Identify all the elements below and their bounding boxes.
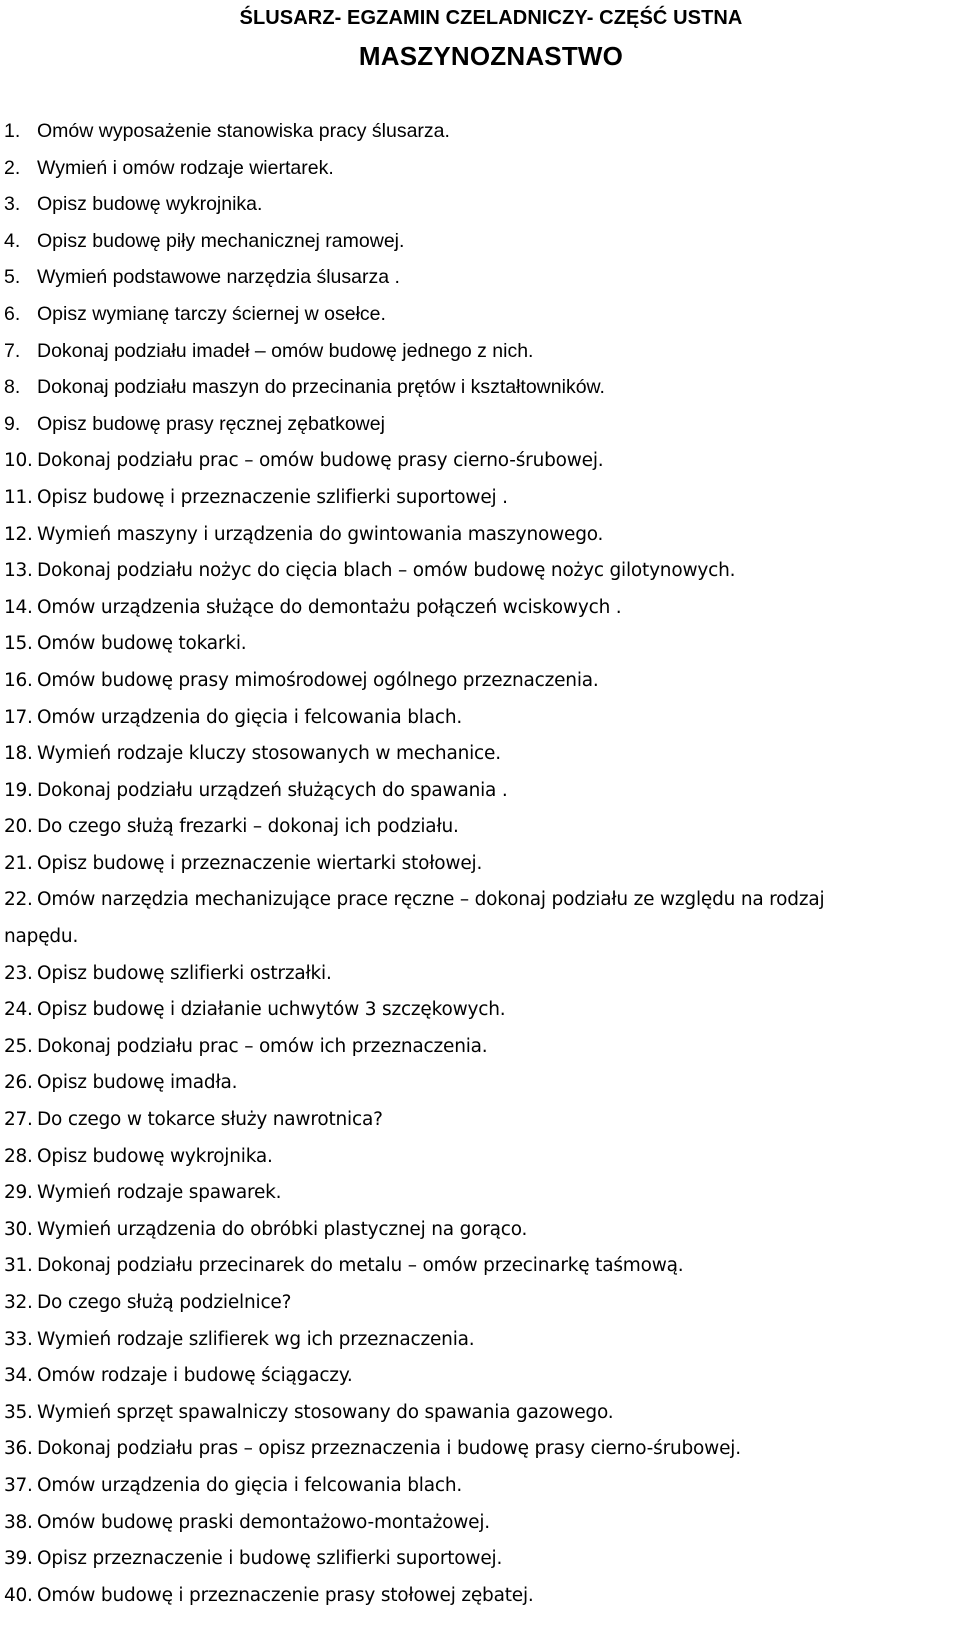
- question-number: 23.: [4, 962, 33, 984]
- question-item: [0, 374, 960, 411]
- document-header: [22, 0, 960, 72]
- document-subtitle: MASZYNOZNASTWO: [358, 41, 624, 71]
- question-text: Omów urządzenia do gięcia i felcowania blach.: [37, 1474, 463, 1496]
- question-text: Omów budowę tokarki.: [37, 633, 247, 655]
- question-text: Omów budowę i przeznaczenie prasy stołowej zębatej.: [37, 1584, 534, 1606]
- question-text: Dokonaj podziału nożyc do cięcia blach – omów budowę nożyc gilotynowych.: [37, 560, 736, 582]
- question-number: 32.: [4, 1292, 33, 1313]
- question-number: 39.: [4, 1548, 33, 1570]
- question-number: 17.: [4, 706, 33, 728]
- question-item: [0, 777, 960, 814]
- question-item: [0, 264, 960, 301]
- question-item: [0, 996, 960, 1033]
- question-item: [0, 1545, 960, 1582]
- question-number: 33.: [4, 1328, 33, 1350]
- question-text: Omów urządzenia do gięcia i felcowania blach.: [37, 706, 463, 728]
- question-number: 20.: [4, 816, 33, 838]
- question-text: Opisz budowę szlifierki ostrzałki.: [37, 962, 332, 984]
- question-number: 11.: [4, 486, 33, 508]
- question-item: [0, 557, 960, 594]
- question-text: Wymień maszyny i urządzenia do gwintowania maszynowego.: [37, 523, 604, 545]
- question-text: Wymień sprzęt spawalniczy stosowany do spawania gazowego.: [37, 1401, 614, 1423]
- question-text: Wymień rodzaje spawarek.: [37, 1182, 282, 1204]
- question-text: Wymień podstawowe narzędzia ślusarza .: [37, 266, 400, 289]
- question-number: 3.: [4, 193, 21, 216]
- question-text: Omów budowę praski demontażowo-montażowej.: [37, 1511, 490, 1533]
- question-number: 37.: [4, 1474, 33, 1496]
- question-number: 21.: [4, 852, 33, 874]
- question-text: Opisz budowę i przeznaczenie szlifierki suportowej .: [37, 486, 508, 508]
- question-item: [0, 886, 960, 959]
- question-number: 26.: [4, 1072, 33, 1094]
- question-item: [0, 1362, 960, 1399]
- question-text: Opisz budowę piły mechanicznej ramowej.: [37, 229, 405, 252]
- question-text: Opisz wymianę tarczy ściernej w osełce.: [37, 302, 386, 325]
- question-item: [0, 338, 960, 375]
- question-item: [0, 521, 960, 558]
- question-text: Dokonaj podziału prac – omów ich przeznaczenia.: [37, 1035, 488, 1057]
- question-number: 10.: [4, 450, 33, 472]
- question-item: [0, 1106, 960, 1143]
- question-item: [0, 1143, 960, 1180]
- question-number: 40.: [4, 1584, 33, 1606]
- question-item: [0, 191, 960, 228]
- question-item: [0, 301, 960, 338]
- question-text: Omów wyposażenie stanowiska pracy ślusarza.: [37, 120, 450, 142]
- question-text: Opisz budowę wykrojnika.: [37, 1145, 273, 1167]
- question-item: [0, 1509, 960, 1546]
- question-number: 16.: [4, 669, 33, 691]
- question-text-continuation: napędu.: [4, 926, 79, 948]
- question-number: 1.: [4, 120, 21, 142]
- question-item: [0, 155, 960, 192]
- question-text: Do czego służą frezarki – dokonaj ich podziału.: [37, 816, 459, 838]
- document-title: ŚLUSARZ- EGZAMIN CZELADNICZY- CZĘŚĆ USTNA: [239, 7, 743, 29]
- question-item: [0, 1179, 960, 1216]
- question-item: [0, 447, 960, 484]
- question-number: 25.: [4, 1035, 33, 1057]
- question-item: [0, 411, 960, 448]
- question-text: Omów budowę prasy mimośrodowej ogólnego przeznaczenia.: [37, 669, 599, 691]
- question-number: 2.: [4, 156, 21, 179]
- question-item: [0, 1582, 960, 1619]
- question-text: Opisz budowę i działanie uchwytów 3 szczękowych.: [37, 999, 506, 1021]
- question-text: Omów narzędzia mechanizujące prace ręczne – dokonaj podziału ze względu na rodzaj: [37, 889, 825, 911]
- question-item: [0, 813, 960, 850]
- question-text: Opisz budowę imadła.: [37, 1072, 238, 1094]
- question-number: 7.: [4, 339, 21, 362]
- question-item: [0, 1435, 960, 1472]
- question-item: [0, 118, 960, 155]
- question-number: 27.: [4, 1109, 33, 1131]
- question-item: [0, 1399, 960, 1436]
- question-number: 38.: [4, 1511, 33, 1533]
- question-item: [0, 850, 960, 887]
- question-text: Omów urządzenia służące do demontażu połączeń wciskowych .: [37, 596, 622, 618]
- question-text: Opisz budowę wykrojnika.: [37, 193, 263, 216]
- question-text: Wymień urządzenia do obróbki plastycznej na gorąco.: [37, 1218, 528, 1240]
- question-text: Dokonaj podziału pras – opisz przeznaczenia i budowę prasy cierno-śrubowej.: [37, 1438, 741, 1460]
- question-item: [0, 1472, 960, 1509]
- question-text: Do czego służą podzielnice?: [37, 1292, 292, 1313]
- question-text: Opisz budowę i przeznaczenie wiertarki stołowej.: [37, 852, 483, 874]
- question-number: 34.: [4, 1365, 33, 1387]
- question-text: Wymień i omów rodzaje wiertarek.: [37, 156, 334, 179]
- question-text: Wymień rodzaje szlifierek wg ich przeznaczenia.: [37, 1328, 475, 1350]
- question-number: 8.: [4, 376, 21, 399]
- question-item: [0, 1289, 960, 1326]
- question-text: Opisz budowę prasy ręcznej zębatkowej: [37, 412, 385, 435]
- question-number: 18.: [4, 743, 33, 765]
- question-item: [0, 960, 960, 997]
- question-number: 19.: [4, 779, 33, 801]
- question-text: Omów rodzaje i budowę ściągaczy.: [37, 1365, 353, 1387]
- question-item: [0, 1216, 960, 1253]
- question-item: [0, 667, 960, 704]
- question-item: [0, 1252, 960, 1289]
- question-number: 14.: [4, 596, 33, 618]
- question-item: [0, 1033, 960, 1070]
- question-number: 36.: [4, 1438, 33, 1460]
- question-number: 28.: [4, 1145, 33, 1167]
- question-number: 29.: [4, 1182, 33, 1204]
- question-text: Dokonaj podziału przecinarek do metalu – omów przecinarkę taśmową.: [37, 1255, 684, 1277]
- question-number: 12.: [4, 523, 33, 545]
- question-item: [0, 228, 960, 265]
- question-item: [0, 1326, 960, 1363]
- question-text: Wymień rodzaje kluczy stosowanych w mechanice.: [37, 743, 501, 765]
- question-item: [0, 740, 960, 777]
- question-item: [0, 630, 960, 667]
- question-list: [0, 118, 960, 1618]
- question-text: Dokonaj podziału maszyn do przecinania prętów i kształtowników.: [37, 376, 605, 399]
- question-number: 9.: [4, 412, 21, 435]
- question-number: 30.: [4, 1218, 33, 1240]
- question-item: [0, 704, 960, 741]
- question-number: 5.: [4, 266, 21, 289]
- question-number: 6.: [4, 302, 21, 325]
- question-item: [0, 1069, 960, 1106]
- question-number: 22.: [4, 889, 33, 911]
- question-text: Dokonaj podziału urządzeń służących do spawania .: [37, 779, 508, 801]
- question-text: Dokonaj podziału imadeł – omów budowę jednego z nich.: [37, 339, 534, 362]
- question-number: 35.: [4, 1401, 33, 1423]
- question-number: 24.: [4, 999, 33, 1021]
- question-number: 15.: [4, 633, 33, 655]
- question-text: Opisz przeznaczenie i budowę szlifierki suportowej.: [37, 1548, 503, 1570]
- question-item: [0, 594, 960, 631]
- question-item: [0, 484, 960, 521]
- question-number: 4.: [4, 229, 21, 252]
- question-text: Do czego w tokarce służy nawrotnica?: [37, 1109, 383, 1131]
- question-text: Dokonaj podziału prac – omów budowę prasy cierno-śrubowej.: [37, 450, 604, 472]
- question-number: 13.: [4, 560, 33, 582]
- question-number: 31.: [4, 1255, 33, 1277]
